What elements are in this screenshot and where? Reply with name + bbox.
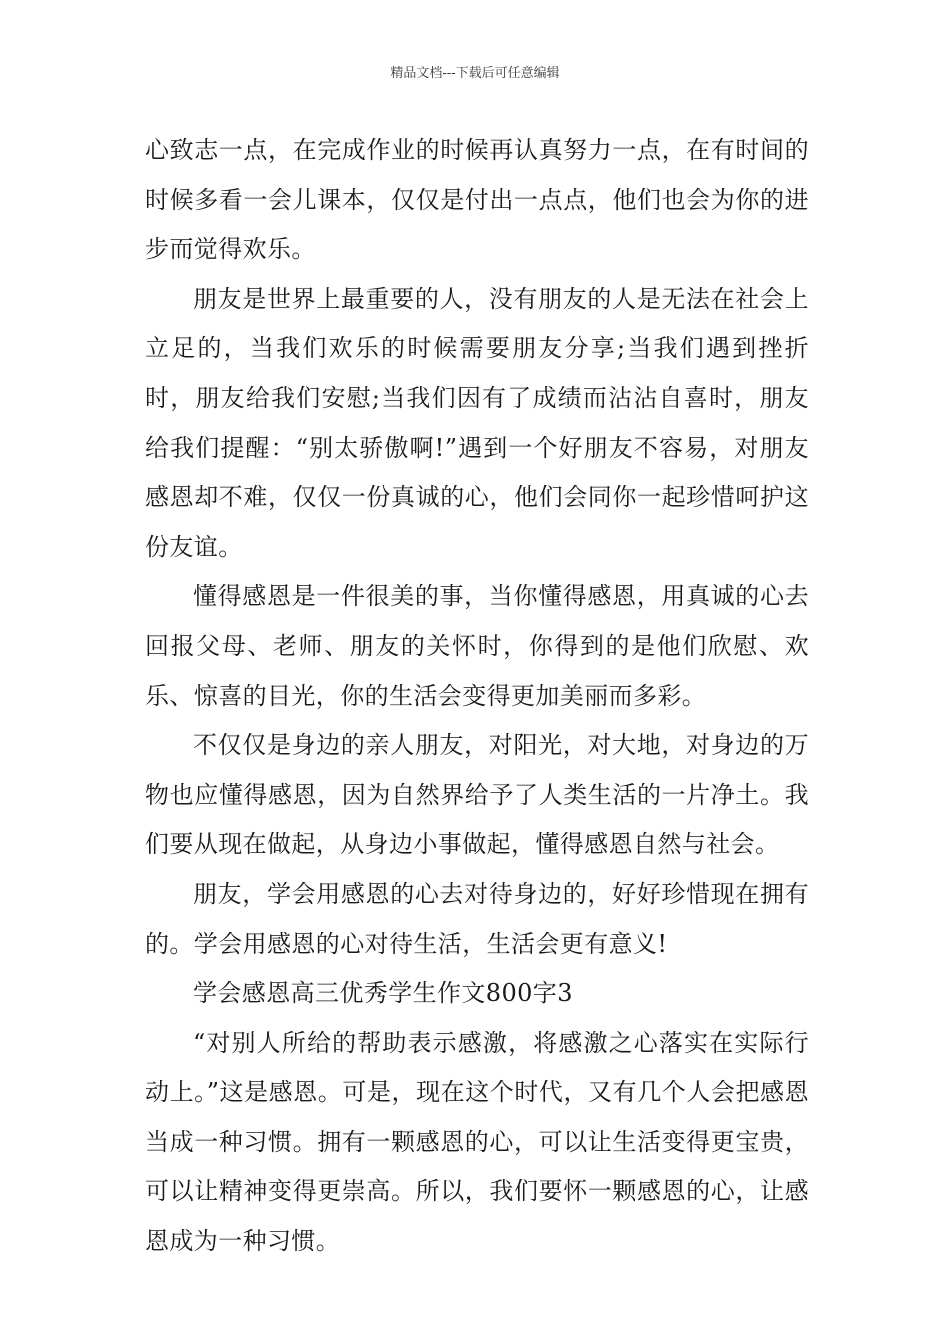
page-header: 精品文档---下载后可任意编辑 — [390, 66, 560, 81]
paragraph-gratitude-beauty: 懂得感恩是一件很美的事，当你懂得感恩，用真诚的心去回报父母、老师、朋友的关怀时，你得到的是他们欣慰、欢乐、惊喜的目光，你的生活会变得更加美丽而多彩。 — [145, 582, 809, 710]
paragraph-friends: 朋友是世界上最重要的人，没有朋友的人是无法在社会上立足的，当我们欢乐的时候需要朋友分享;当我们遇到挫折时，朋友给我们安慰;当我们因有了成绩而沾沾自喜时，朋友给我们提醒：“别太骄傲啊!”遇到一个好朋友不容易，对朋友感恩却不难，仅仅一份真诚的心，他们会同你一起珍惜呵护这份友谊。 — [145, 284, 809, 561]
paragraph-essay3-intro: “对别人所给的帮助表示感激，将感激之心落实在实际行动上。”这是感恩。可是，现在这个时代，又有几个人会把感恩当成一种习惯。拥有一颗感恩的心，可以让生活变得更宝贵，可以让精神变得更崇高。所以，我们要怀一颗感恩的心，让感恩成为一种习惯。 — [145, 1028, 809, 1256]
paragraph-conclusion: 朋友，学会用感恩的心去对待身边的，好好珍惜现在拥有的。学会用感恩的心对待生活，生活会更有意义! — [145, 879, 809, 958]
paragraph-continued: 心致志一点，在完成作业的时候再认真努力一点，在有时间的时候多看一会儿课本，仅仅是付出一点点，他们也会为你的进步而觉得欢乐。 — [145, 136, 809, 264]
document-body — [145, 126, 809, 1267]
essay-title: 学会感恩高三优秀学生作文800字3 — [193, 979, 573, 1008]
paragraph-nature: 不仅仅是身边的亲人朋友，对阳光，对大地，对身边的万物也应懂得感恩，因为自然界给予了人类生活的一片净土。我们要从现在做起，从身边小事做起，懂得感恩自然与社会。 — [145, 731, 809, 859]
